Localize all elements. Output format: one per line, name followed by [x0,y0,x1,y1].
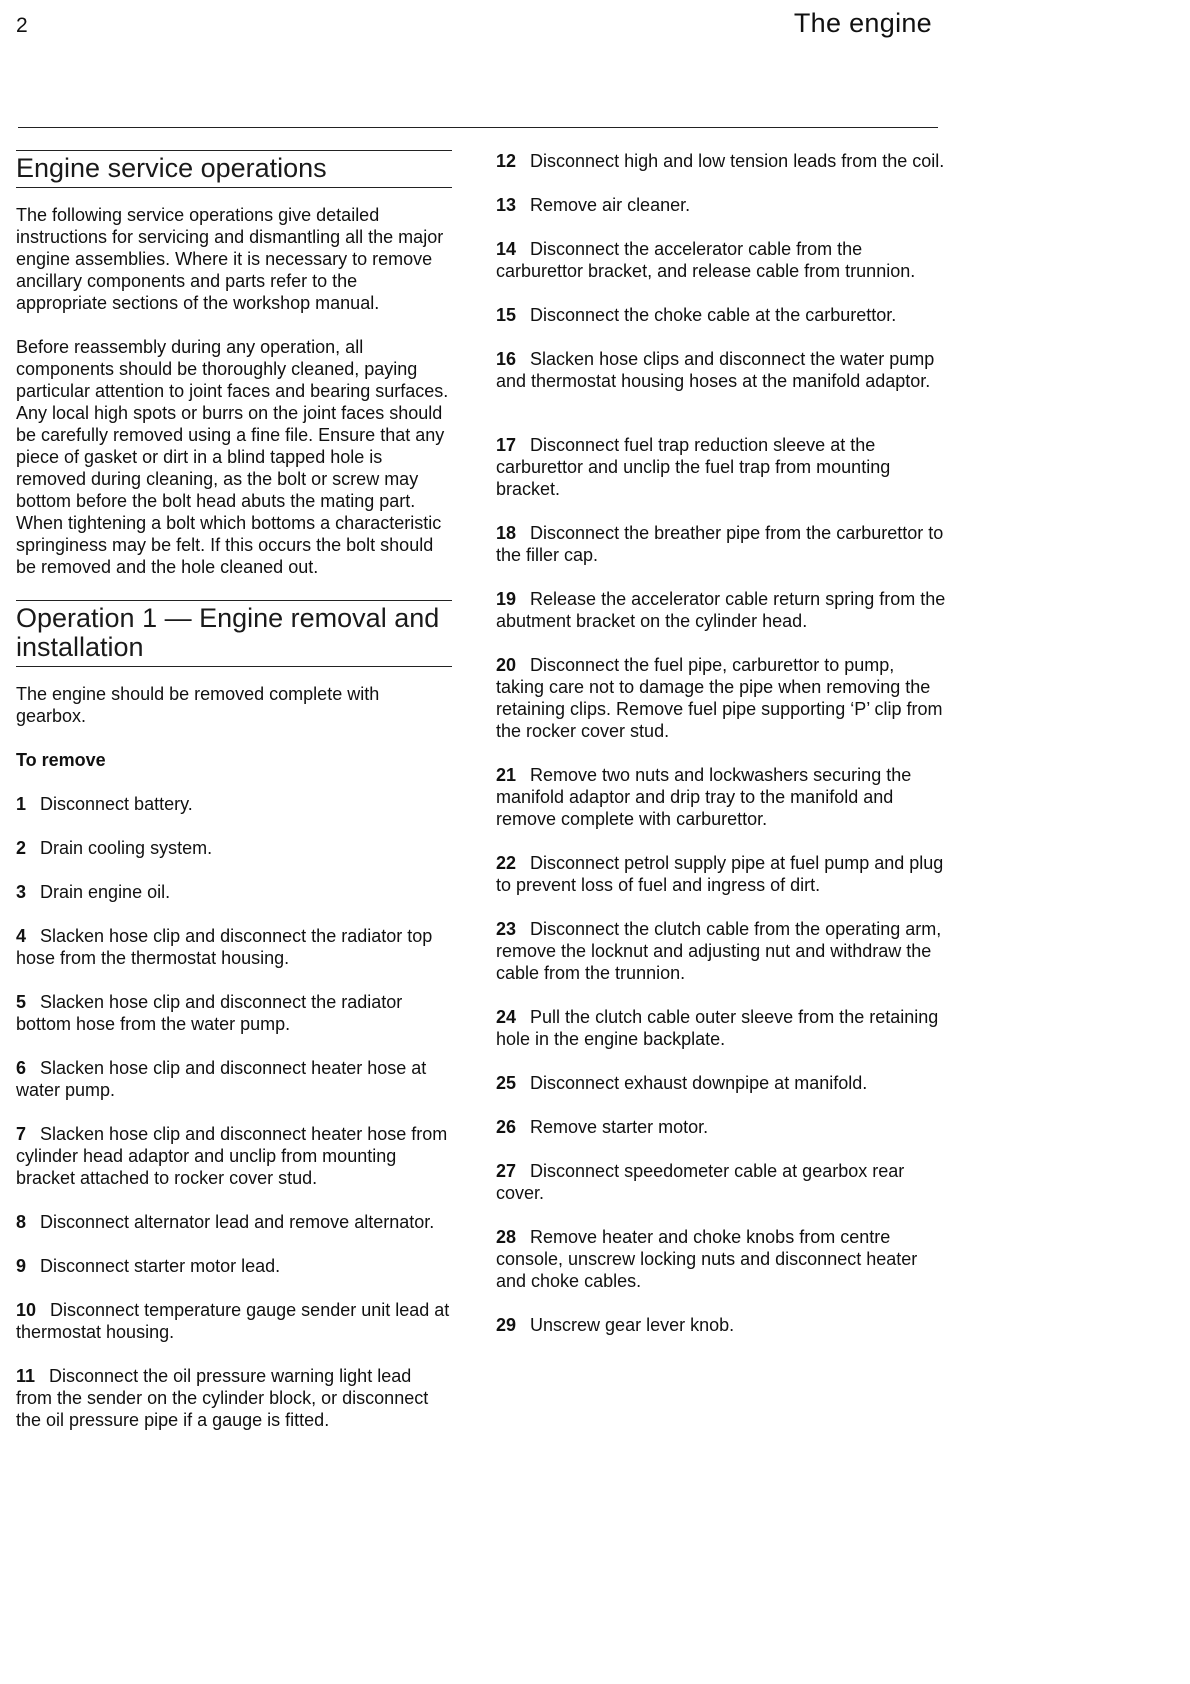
step-number: 21 [496,765,517,785]
step-number: 3 [16,882,27,902]
step-item [496,1160,946,1204]
step-text: Slacken hose clips and disconnect the water pump and thermostat housing hoses at the manifold adaptor. [496,349,935,391]
step-text: Remove two nuts and lockwashers securing the manifold adaptor and drip tray to the manifold and remove complete with carburettor. [496,765,912,829]
page-number: 2 [16,14,28,37]
step-text: Remove air cleaner. [530,195,691,215]
step-item [496,348,946,392]
step-text: Disconnect alternator lead and remove alternator. [40,1212,435,1232]
step-item [16,925,452,969]
cleaning-paragraph: Before reassembly during any operation, all components should be thoroughly cleaned, paying particular attention to joint faces and bearing surfaces. Any local high spots or burrs on the joint faces should be carefully removed using a fine file. Ensure that any piece of gasket or dirt in a blind tapped hole is removed during cleaning, as the bolt or screw may bottom before the bolt head abuts the mating part. When tightening a bolt which bottoms a characteristic springiness may be felt. If this occurs the bolt should be removed and the hole cleaned out. [16,337,449,577]
step-number: 15 [496,305,517,325]
step-number: 6 [16,1058,27,1078]
step-text: Unscrew gear lever knob. [530,1315,735,1335]
left-steps-list [16,793,452,1431]
step-text: Slacken hose clip and disconnect heater hose at water pump. [16,1058,427,1100]
step-number: 2 [16,838,27,858]
step-item [16,1365,452,1431]
step-number: 5 [16,992,27,1012]
step-number: 10 [16,1300,37,1320]
step-number: 25 [496,1073,517,1093]
step-text: Disconnect battery. [40,794,193,814]
step-item [496,588,946,632]
step-text: Slacken hose clip and disconnect heater hose from cylinder head adaptor and unclip from mounting bracket attached to rocker cover stud. [16,1124,448,1188]
step-item [496,654,946,742]
step-text: Disconnect the clutch cable from the operating arm, remove the locknut and adjusting nut and withdraw the cable from the trunnion. [496,919,942,983]
step-text: Remove heater and choke knobs from centre console, unscrew locking nuts and disconnect heater and choke cables. [496,1227,918,1291]
step-text: Disconnect the fuel pipe, carburettor to pump, taking care not to damage the pipe when removing the retaining clips. Remove fuel pipe supporting ‘P’ clip from the rocker cover stud. [496,655,943,741]
right-column [496,150,946,1358]
step-number: 4 [16,926,27,946]
header-rule [18,127,938,128]
step-item [16,881,452,903]
step-text: Drain cooling system. [40,838,213,858]
step-item [496,852,946,896]
step-text: Disconnect fuel trap reduction sleeve at the carburettor and unclip the fuel trap from mounting bracket. [496,435,891,499]
step-text: Disconnect starter motor lead. [40,1256,281,1276]
step-item [496,764,946,830]
step-item [496,1314,946,1336]
step-number: 18 [496,523,517,543]
step-item [16,837,452,859]
step-item [496,522,946,566]
step-number: 20 [496,655,517,675]
step-text: Disconnect high and low tension leads from the coil. [530,151,945,171]
operation-intro: The engine should be removed complete with gearbox. [16,684,380,726]
step-item [496,434,946,500]
step-number: 13 [496,195,517,215]
step-number: 22 [496,853,517,873]
step-number: 26 [496,1117,517,1137]
step-number: 16 [496,349,517,369]
step-item [16,1211,452,1233]
step-text: Disconnect petrol supply pipe at fuel pump and plug to prevent loss of fuel and ingress of dirt. [496,853,944,895]
step-number: 7 [16,1124,27,1144]
step-number: 8 [16,1212,27,1232]
running-title: The engine [793,8,932,38]
step-item [496,238,946,282]
step-number: 19 [496,589,517,609]
step-item [16,1255,452,1277]
step-text: Disconnect speedometer cable at gearbox rear cover. [496,1161,905,1203]
step-item [496,1226,946,1292]
step-number: 14 [496,239,517,259]
step-number: 27 [496,1161,517,1181]
step-text: Pull the clutch cable outer sleeve from the retaining hole in the engine backplate. [496,1007,939,1049]
step-number: 17 [496,435,517,455]
step-number: 12 [496,151,517,171]
step-text: Slacken hose clip and disconnect the radiator top hose from the thermostat housing. [16,926,433,968]
step-item [16,991,452,1035]
step-text: Drain engine oil. [40,882,171,902]
step-text: Disconnect the choke cable at the carburettor. [530,305,897,325]
step-item [496,918,946,984]
left-column [16,150,452,1453]
step-item [496,1116,946,1138]
step-item [496,150,946,172]
step-number: 1 [16,794,27,814]
step-number: 9 [16,1256,27,1276]
step-text: Disconnect exhaust downpipe at manifold. [530,1073,868,1093]
step-text: Release the accelerator cable return spring from the abutment bracket on the cylinder head. [496,589,946,631]
step-item [16,1057,452,1101]
step-text: Disconnect the accelerator cable from the carburettor bracket, and release cable from trunnion. [496,239,916,281]
step-item [496,304,946,326]
step-number: 23 [496,919,517,939]
step-item [16,1299,452,1343]
step-item [16,1123,452,1189]
step-text: Disconnect temperature gauge sender unit lead at thermostat housing. [16,1300,450,1342]
step-item [16,793,452,815]
section-heading-operation-1: Operation 1 — Engine removal and installation [16,600,452,667]
step-number: 11 [16,1366,36,1386]
step-text: Slacken hose clip and disconnect the radiator bottom hose from the water pump. [16,992,403,1034]
step-item [496,1072,946,1094]
intro-paragraph: The following service operations give detailed instructions for servicing and dismantling all the major engine assemblies. Where it is necessary to remove ancillary components and parts refer to the appropriate sections of the workshop manual. [16,205,444,313]
step-number: 24 [496,1007,517,1027]
to-remove-subheading: To remove [16,750,106,770]
step-item [496,1006,946,1050]
step-number: 29 [496,1315,517,1335]
step-text: Disconnect the oil pressure warning light lead from the sender on the cylinder block, or disconnect the oil pressure pipe if a gauge is fitted. [16,1366,429,1430]
step-text: Disconnect the breather pipe from the carburettor to the filler cap. [496,523,944,565]
section-heading-service: Engine service operations [16,150,452,188]
step-number: 28 [496,1227,517,1247]
step-item [496,194,946,216]
step-text: Remove starter motor. [530,1117,709,1137]
